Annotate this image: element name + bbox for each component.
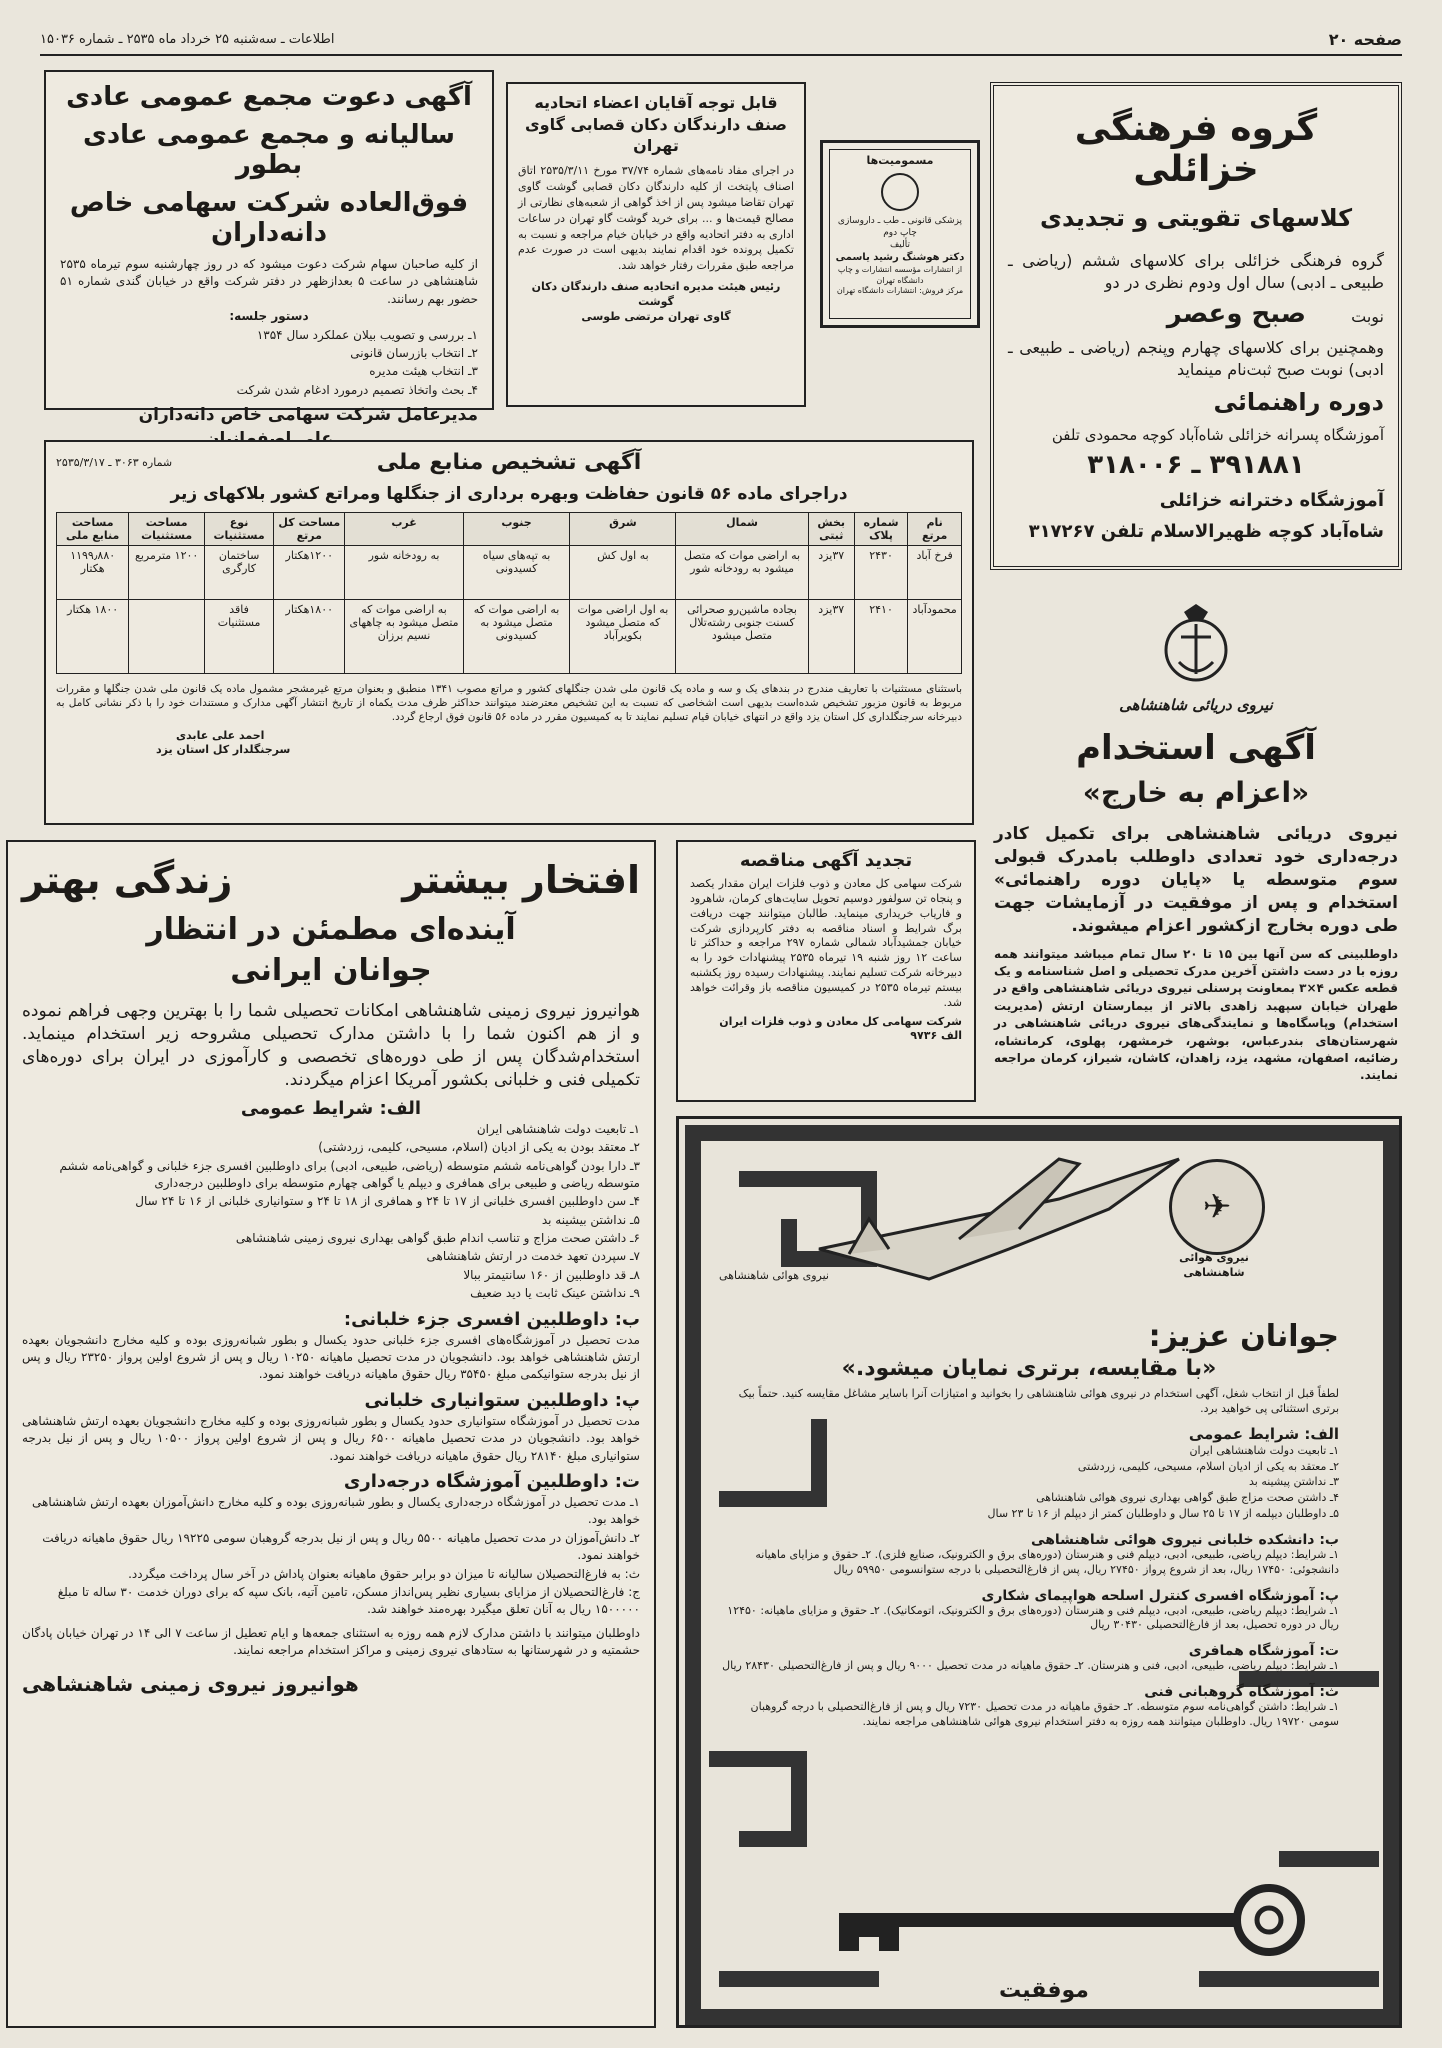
table-cell: به اراضی موات که متصل میشود به کسیدونی — [463, 600, 570, 674]
key-illustration — [799, 1875, 1359, 1965]
table-cell: ۱۸۰۰ هکتار — [57, 600, 129, 674]
table-cell: ۲۴۱۰ — [854, 600, 908, 674]
table-cell: ۱۲۰۰ مترمربع — [129, 546, 205, 600]
kharazi-subtitle: کلاسهای تقویتی و تجدیدی — [1039, 204, 1353, 232]
resources-sign-1: احمد علی عابدی — [176, 728, 265, 742]
list-item: ث: به فارغ‌التحصیلان سالیانه تا میزان دو برابر حقوق ماهیانه بعنوان پاداش در آخر سال پرداخت میگردد. — [128, 1566, 640, 1581]
ad-meeting — [44, 70, 494, 426]
list-item: ۳ـ نداشتن پیشینه بد — [1248, 1475, 1339, 1489]
list-item: ۵ـ داوطلبان دیپلمه از ۱۷ تا ۲۵ سال و داوطلبان کمتر از دیپلم از ۱۶ تا ۲۳ سال — [987, 1507, 1339, 1521]
army-body-p: مدت تحصیل در آموزشگاه ستوانیاری حدود یکسال و بطور شبانه‌روزی بوده و کلیه مخارج دانشجویان بعهده ارتش شاهنشاهی خواهد بود. دانشجویان در مدت تحصیل ماهیانه ۶۵۰۰ ریال و پس از شروع اولین پرواز ۱۰۵۰۰ ریال و پس از نیل بدرجه ستوانیاری مبلغ ۲۸۱۴۰ ریال حقوق ماهیانه دریافت خواهند نمود. — [22, 1413, 640, 1463]
tender-sign-1: شرکت سهامی کل معادن و ذوب فلزات ایران — [719, 1014, 962, 1028]
navy-bold-body: نیروی دریائی شاهنشاهی برای تکمیل کادر درجه‌داری خود تعدادی داوطلب بامدرک قبولی سوم متوسطه یا «پایان دوره راهنمائی» استخدام و پس از موفقیت در آزمایشات جهت طی دوره بخارج ازکشور اعزام میشوند. — [994, 824, 1398, 936]
table-cell: به اول کش — [570, 546, 676, 600]
table-cell: ۱۲۰۰هکتار — [274, 546, 345, 600]
army-headline-1: آینده‌ای مطمئن در انتظار — [146, 912, 516, 947]
table-header-row — [57, 513, 962, 546]
meeting-body: از کلیه صاحبان سهام شرکت دعوت میشود که در روز چهارشنبه سوم تیرماه ۲۵۳۵ شاهنشاهی در ساعت ۵ بعدازظهر در دفتر شرکت واقع در خیابان گندی شماره ۵۱ حضور بهم رسانند. — [60, 257, 479, 306]
airforce-body-b: ۱ـ شرایط: دیپلم ریاضی، طبیعی، ادبی، دیپلم فنی و هنرستان (دوره‌های برق و الکترونیک، صنایع فلزی). ۲ـ حقوق و مزایای ماهیانه دانشجوئی: ۱۷۴۵۰ ریال، بعد از شروع پرواز ۲۷۴۵۰ ریال، پس از فارغ‌التحصیلی با درجه ستوانسومی ۵۹۹۵۰ ریال — [755, 1547, 1339, 1576]
table-cell: ۳۷یزد — [808, 546, 854, 600]
army-headline-2: جوانان ایرانی — [230, 953, 432, 988]
airforce-list-a — [719, 1444, 1339, 1522]
resources-subtitle: دراجرای ماده ۵۶ قانون حفاظت وبهره برداری از جنگلها ومراتع کشور بلاکهای زیر — [170, 484, 848, 504]
army-body-b: مدت تحصیل در آموزشگاه‌های افسری جزء خلبانی حدود یکسال و بطور شبانه‌روزی بوده و کلیه مخارج دانشجویان بعهده ارتش شاهنشاهی خواهد بود. دانشجویان در مدت تحصیل ماهیانه ۱۰۲۵۰ ریال و پس از شروع اولین پرواز ۲۳۲۵۰ ریال و پس از نیل بدرجه ستوانیکمی مبلغ ۳۵۴۵۰ ریال حقوق ماهیانه دریافت خواهند نمود. — [22, 1332, 640, 1382]
agenda-item: ۳ـ انتخاب هیئت مدیره — [369, 364, 478, 379]
army-list-a — [22, 1121, 640, 1303]
airforce-footer: موفقیت — [999, 1978, 1089, 2003]
ad-army — [6, 840, 656, 2028]
list-item: ۳ـ دارا بودن گواهی‌نامه ششم متوسطه (ریاضی، طبیعی، ادبی) برای داوطلبین افسری جزء خلبانی و گواهی‌نامه ششم متوسطه ریاضی و طبیعی برای همافری و دیپلم یا گواهی چهارم متوسطه برای داوطلبین درجه‌داری — [59, 1158, 640, 1190]
list-item: ۸ـ قد داوطلبین از ۱۶۰ سانتیمتر ببالا — [463, 1267, 640, 1282]
kharazi-shift-value: صبح وعصر — [1166, 299, 1307, 330]
jet-illustration — [809, 1139, 1189, 1289]
university-emblem — [881, 173, 919, 211]
col-header: شمال — [676, 513, 808, 546]
army-section-p: پ: داوطلبین ستوانیاری خلبانی — [364, 1389, 640, 1411]
airforce-intro: لطفاً قبل از انتخاب شغل، آگهی استخدام در نیروی هوائی شاهنشاهی را بخوانید و امتیازات آنرا باسایر مشاغل مقایسه کنید. حتماً بیک برتری استثنائی پی خواهید برد. — [738, 1387, 1339, 1415]
table-row — [57, 600, 962, 674]
table-cell: به اول اراضی موات که متصل میشود بکویرآباد — [570, 600, 676, 674]
col-header: بخش ثبتی — [808, 513, 854, 546]
page-header — [40, 30, 1402, 56]
kharazi-boys-phone: ۳۹۱۸۸۱ ـ ۳۱۸۰۰۶ — [1087, 450, 1305, 481]
table-cell: بجاده ماشین‌رو صحرائی کسنت جنوبی رشته‌تلال متصل میشود — [676, 600, 808, 674]
kharazi-title: گروه فرهنگی خزائلی — [1074, 108, 1318, 190]
table-cell: ۱۸۰۰هکتار — [274, 600, 345, 674]
agenda-item: ۱ـ بررسی و تصویب بیلان عملکرد سال ۱۳۵۴ — [256, 327, 478, 342]
resources-ref: شماره ۳۰۶۳ ـ ۲۵۳۵/۳/۱۷ — [56, 456, 173, 469]
table-cell: به رودخانه شور — [345, 546, 463, 600]
meeting-agenda — [60, 327, 478, 400]
book-line-5: از انتشارات مؤسسه انتشارات و چاپ دانشگاه تهران — [837, 264, 963, 285]
table-cell — [129, 600, 205, 674]
list-item: ۲ـ دانش‌آموزان در مدت تحصیل ماهیانه ۵۵۰۰ ریال و پس از نیل بدرجه گروهبان سومی ۱۹۲۲۵ ریال حقوق ماهیانه دریافت خواهند نمود. — [42, 1530, 640, 1563]
col-header: نام مرتع — [908, 513, 962, 546]
army-list-t — [22, 1494, 640, 1619]
issue-line: اطلاعات ـ سه‌شنبه ۲۵ خرداد ماه ۲۵۳۵ ـ شماره ۱۵۰۳۶ — [40, 32, 335, 47]
army-section-b: ب: داوطلبین افسری جزء خلبانی: — [343, 1308, 640, 1330]
airforce-slogan: «با مقایسه، برتری نمایان میشود.» — [841, 1356, 1217, 1381]
army-closing: داوطلبان میتوانند با داشتن مدارک لازم همه روزه به استثنای جمعه‌ها و ایام تعطیل از ساعت ۷ الی ۱۴ در تهران خیابان پادگان حشمتیه و در شهرستانها به ستادهای نیروی زمینی و مراکز استخدام مراجعه نمایند. — [22, 1625, 640, 1658]
table-cell: به اراضی موات که متصل میشود به چاههای نسیم برزان — [345, 600, 463, 674]
tender-title: تجدید آگهی مناقصه — [739, 850, 913, 871]
army-slogan-right: افتخار بیشتر — [402, 858, 640, 902]
table-row — [57, 546, 962, 600]
resources-note: باستثنای مستثنیات با تعاریف مندرج در بندهای یک و سه و ماده یک قانون ملی شدن جنگلهای کشور و مراتع مصوب ۱۳۴۱ منطبق و بعنوان مرتع غیرمشجر مشمول ماده یک قانون ملی شدن جنگلها و مقررات مربوط به قانون مزبور تشخیص شده‌است بدیهی است اشخاصی که نسبت به این تشخیص معترضند میتوانند حداکثر ظرف مدت یکماه از تاریخ انتشار آگهی مدارک و مستندات خود را با ذکر نشانی کامل به دبیرخانه سرجنگلداری کل استان یزد واقع در انتهای خیابان قیام تسلیم نمایند تا به کمیسیون مقرر در ماده ۵۶ قانون فوق ارجاع گردد. — [56, 683, 962, 724]
col-header: جنوب — [463, 513, 570, 546]
airforce-plane-label: نیروی هوائی شاهنشاهی — [719, 1269, 829, 1282]
butchers-sign-2: گاوی تهران مرتضی طوسی — [581, 310, 731, 324]
list-item: ۹ـ نداشتن عینک ثابت یا دید ضعیف — [470, 1286, 640, 1301]
book-line-2: پزشکی قانونی ـ طب ـ داروسازی — [837, 215, 963, 226]
kharazi-boys-school: آموزشگاه پسرانه خزائلی شاه‌آباد کوچه محمودی تلفن — [1051, 426, 1384, 445]
navy-label: نیروی دریائی شاهنشاهی — [1119, 696, 1273, 714]
list-item: ۴ـ داشتن صحت مزاج طبق گواهی بهداری نیروی هوائی شاهنشاهی — [1036, 1491, 1339, 1505]
page-number: صفحه ۲۰ — [1328, 30, 1402, 49]
butchers-title: قابل توجه آقایان اعضاء اتحادیه صنف دارندگان دکان قصابی گاوی تهران — [525, 93, 787, 156]
list-item: ۶ـ داشتن صحت مزاج و تناسب اندام طبق گواهی بهداری نیروی زمینی شاهنشاهی — [235, 1231, 640, 1246]
kharazi-section: دوره راهنمائی — [1213, 388, 1384, 417]
airforce-badge-label: نیروی هوائی شاهنشاهی — [1179, 1251, 1249, 1279]
navy-title: آگهی استخدام — [1076, 728, 1316, 768]
butchers-body: در اجرای مفاد نامه‌های شماره ۳۷/۷۴ مورخ ۲۵۳۵/۳/۱۱ اتاق اصناف پایتخت از کلیه دارندگان دکان قصابی گوشت گاوی تهران تقاضا میشود پس از اخذ گواهی از شعبه‌های نظارتی از مصالح قیمت‌ها و ... برای خرید گوشت گاو تهران در ساعات اداری به دفتر اتحادیه واقع در خیابان خیام مراجعه و نسبت به تکمیل پرونده خود اقدام نمایند بدیهی است در صورت عدم مراجعه طبق مقررات رفتار خواهد شد. — [518, 163, 794, 273]
col-header: شرق — [570, 513, 676, 546]
butchers-sign-1: رئیس هیئت مدیره اتحادیه صنف دارندگان دکان گوشت — [531, 280, 781, 309]
kharazi-girls-address: شاه‌آباد کوچه ظهیرالاسلام تلفن ۳۱۷۲۶۷ — [1028, 521, 1384, 543]
army-section-a: الف: شرایط عمومی — [240, 1097, 422, 1119]
airforce-section-t: ت: آموزشگاه همافری — [1188, 1643, 1339, 1660]
table-cell: ۲۴۳۰ — [854, 546, 908, 600]
col-header: غرب — [345, 513, 463, 546]
meeting-title-3: فوق‌العاده شرکت سهامی خاص دانه‌داران — [69, 188, 469, 248]
table-cell: فرخ آباد — [908, 546, 962, 600]
kharazi-girls-school: آموزشگاه دخترانه خزائلی — [1159, 490, 1384, 512]
army-section-t: ت: داوطلبین آموزشگاه درجه‌داری — [343, 1471, 640, 1492]
ad-navy — [990, 592, 1402, 1130]
ad-airforce — [676, 1116, 1402, 2028]
kharazi-body-1: گروه فرهنگی خزائلی برای کلاسهای ششم (ریاضی ـ طبیعی ـ ادبی) سال اول ودوم نظری در دو — [1008, 251, 1384, 292]
list-item: ج: فارغ‌التحصیلان از مزایای بسیاری نظیر پس‌انداز مسکن، تامین آتیه، بانک سپه که برای دوران خدمت ۳۰ ساله تا مبلغ ۱۵۰۰۰۰۰ ریال به آنان تعلق میگیرد بهره‌مند خواهند شد. — [57, 1584, 640, 1617]
col-header: شماره پلاک — [854, 513, 908, 546]
table-cell: ساختمان کارگری — [204, 546, 273, 600]
ad-resources — [44, 440, 974, 825]
airforce-body-th: ۱ـ شرایط: داشتن گواهی‌نامه سوم متوسطه. ۲ـ حقوق ماهیانه در مدت تحصیل ۷۲۳۰ ریال و پس از فارغ‌التحصیلی با درجه گروهبان سومی ۱۹۷۲۰ ریال. داوطلبان میتوانند همه روزه به دفتر استخدام نیروی هوائی شاهنشاهی مراجعه نمایند. — [750, 1700, 1339, 1728]
army-footer: هوانیروز نیروی زمینی شاهنشاهی — [22, 1671, 359, 1696]
ad-tender — [676, 840, 976, 1102]
army-intro: هوانیروز نیروی زمینی شاهنشاهی امکانات تحصیلی شما را با بهترین وجهی فراهم نموده و از هم اکنون شما را با داشتن مدارک تحصیلی مشروحه زیر استخدام مینماید. استخدام‌شدگان پس از طی دوره‌های تخصصی و کارآموزی در ایران برای دوره‌های تکمیلی فنی و خلبانی بکشور آمریکا اعزام میگردند. — [22, 1001, 640, 1090]
kharazi-body-2: وهمچنین برای کلاسهای چهارم وپنجم (ریاضی ـ طبیعی ـ ادبی) نوبت صبح ثبت‌نام مینماید — [1008, 338, 1384, 379]
book-line-1: مسمومیت‌ها — [866, 154, 934, 167]
ad-butchers — [506, 82, 806, 407]
resources-table — [56, 512, 962, 674]
table-cell: ۳۷یزد — [808, 600, 854, 674]
army-slogan-left: زندگی بهتر — [22, 858, 233, 902]
meeting-title-1: آگهی دعوت مجمع عمومی عادی — [66, 82, 472, 112]
meeting-sign-1: مدیرعامل شرکت سهامی خاص دانه‌داران — [138, 405, 478, 426]
meeting-title-2: سالیانه و مجمع عمومی عادی بطور — [83, 120, 455, 180]
table-cell: فاقد مستثنیات — [204, 600, 273, 674]
airforce-body-t: ۱ـ شرایط: دیپلم ریاضی، طبیعی، ادبی، فنی و هنرستان. ۲ـ حقوق ماهیانه در مدت تحصیل ۹۰۰۰ ریال و پس از فارغ‌التحصیلی ۲۸۴۳۰ ریال — [722, 1659, 1339, 1673]
agenda-item: ۲ـ انتخاب بازرسان قانونی — [350, 345, 478, 360]
resources-sign-2: سرجنگلدار کل استان یزد — [156, 743, 291, 757]
list-item: ۱ـ مدت تحصیل در آموزشگاه درجه‌داری یکسال و بطور شبانه‌روزی بوده و کلیه مخارج دانش‌آموزان بعهده ارتش شاهنشاهی خواهد بود. — [32, 1495, 640, 1527]
airforce-body-p: ۱ـ شرایط: دیپلم ریاضی، طبیعی، ادبی، دیپلم فنی و هنرستان (دوره‌های برق و الکترونیک، اتومکانیک). ۲ـ حقوق و مزایای ماهیانه: ۱۲۴۵۰ ریال در دوره تحصیل، بعد از فارغ‌التحصیلی ۳۰۴۳۰ ریال — [727, 1603, 1339, 1632]
navy-subtitle: «اعزام به خارج» — [1082, 776, 1310, 809]
col-header: مساحت منابع ملی — [57, 513, 129, 546]
list-item: ۱ـ تابعیت دولت شاهنشاهی ایران — [1189, 1443, 1339, 1457]
airforce-section-th: ث: آموزشگاه گروهبانی فنی — [1144, 1684, 1339, 1701]
list-item: ۴ـ سن داوطلبین افسری خلبانی از ۱۷ تا ۲۴ و همافری از ۱۸ تا ۲۴ و ستوانیاری خلبانی از ۱۶ تا ۲۴ سال — [135, 1194, 640, 1209]
book-author: دکتر هوشنگ رشید یاسمی — [835, 252, 965, 264]
tender-body: شرکت سهامی کل معادن و ذوب فلزات ایران مقدار یکصد و پنجاه تن سولفور دوسیم تحویل سایت‌های کرمان، شاهرود و فاریاب خریداری مینماید. طالبان میتوانند جهت دریافت برگ شرایط و اسناد مناقصه به دفتر کارپردازی شرکت خیابان جمشیدآباد شمالی شماره ۲۹۷ مراجعه و حداکثر تا ساعت ۱۲ روز شنبه ۱۹ تیرماه ۲۵۳۵ پیشنهادات خود را به دبیرخانه شرکت تسلیم نمایند. پیشنهادات رسیده روز یکشنبه بیستم تیرماه ۲۵۳۵ در کمیسیون مناقصه باز وقرائت خواهد شد. — [690, 877, 962, 1009]
airforce-wings-icon: ✈ — [1202, 1187, 1232, 1227]
table-cell: ۱۱۹۹٫۸۸۰ هکتار — [57, 546, 129, 600]
airforce-section-a: الف: شرایط عمومی — [1188, 1424, 1339, 1443]
airforce-section-b: ب: دانشکده خلبانی نیروی هوائی شاهنشاهی — [1031, 1531, 1339, 1548]
table-cell: به تپه‌های سیاه کسیدونی — [463, 546, 570, 600]
ad-kharazi — [990, 82, 1402, 570]
kharazi-shift-label: نوبت — [1351, 307, 1384, 327]
col-header: مساحت کل مرتع — [274, 513, 345, 546]
meeting-agenda-title: دستور جلسه: — [229, 309, 309, 324]
list-item: ۱ـ تابعیت دولت شاهنشاهی ایران — [476, 1121, 640, 1136]
list-item: ۲ـ معتقد بودن به یکی از ادیان (اسلام، مسیحی، کلیمی، زردشتی) — [318, 1140, 640, 1155]
tender-sign-2: الف ۹۷۳۶ — [910, 1029, 962, 1043]
table-cell: محمودآباد — [908, 600, 962, 674]
book-line-6: مرکز فروش: انتشارات دانشگاه تهران — [836, 286, 964, 296]
list-item: ۷ـ سپردن تعهد خدمت در ارتش شاهنشاهی — [426, 1249, 640, 1264]
airforce-headline: جوانان عزیز: — [1148, 1319, 1339, 1354]
agenda-item: ۴ـ بحث واتخاذ تصمیم درمورد ادغام شدن شرکت — [236, 382, 478, 397]
list-item: ۲ـ معتقد به یکی از ادیان اسلام، مسیحی، کلیمی، زردشتی — [1077, 1459, 1339, 1473]
resources-title: آگهی تشخیص منابع ملی — [376, 450, 642, 475]
table-cell: به اراضی موات که متصل میشود به رودخانه شور — [676, 546, 808, 600]
navy-body: داوطلبینی که سن آنها بین ۱۵ تا ۲۰ سال تمام میباشد میتوانند همه روزه با در دست داشتن آخرین مدرک تحصیلی و اصل شناسنامه و یک قطعه عکس ۴×۳ بمعاونت پرسنلی نیروی دریائی شاهنشاهی واقع در طهران خیابان سپهبد زاهدی بالاتر از بیمارستان ارتش (مدیریت استخدام) وپاسگاه‌ها و نمایندگی‌های نیروی دریائی شاهنشاهی در شهرستان‌های بندرعباس، بوشهر، خرمشهر، پهلوی، کرمانشاه، رضائیه، اصفهان، مشهد، یزد، زاهدان، کاشان، شیراز، کرمان مراجعه نمایند. — [994, 946, 1399, 1083]
col-header: نوع مستثنیات — [204, 513, 273, 546]
book-line-4: تألیف — [889, 240, 911, 251]
list-item: ۵ـ نداشتن بیشینه بد — [541, 1212, 640, 1227]
ad-book — [820, 140, 980, 328]
col-header: مساحت مستثنیات — [129, 513, 205, 546]
airforce-section-p: پ: آموزشگاه افسری کنترل اسلحه هواپیمای شکاری — [981, 1587, 1339, 1604]
navy-emblem-icon — [1151, 602, 1241, 692]
book-line-3: چاپ دوم — [883, 227, 917, 238]
